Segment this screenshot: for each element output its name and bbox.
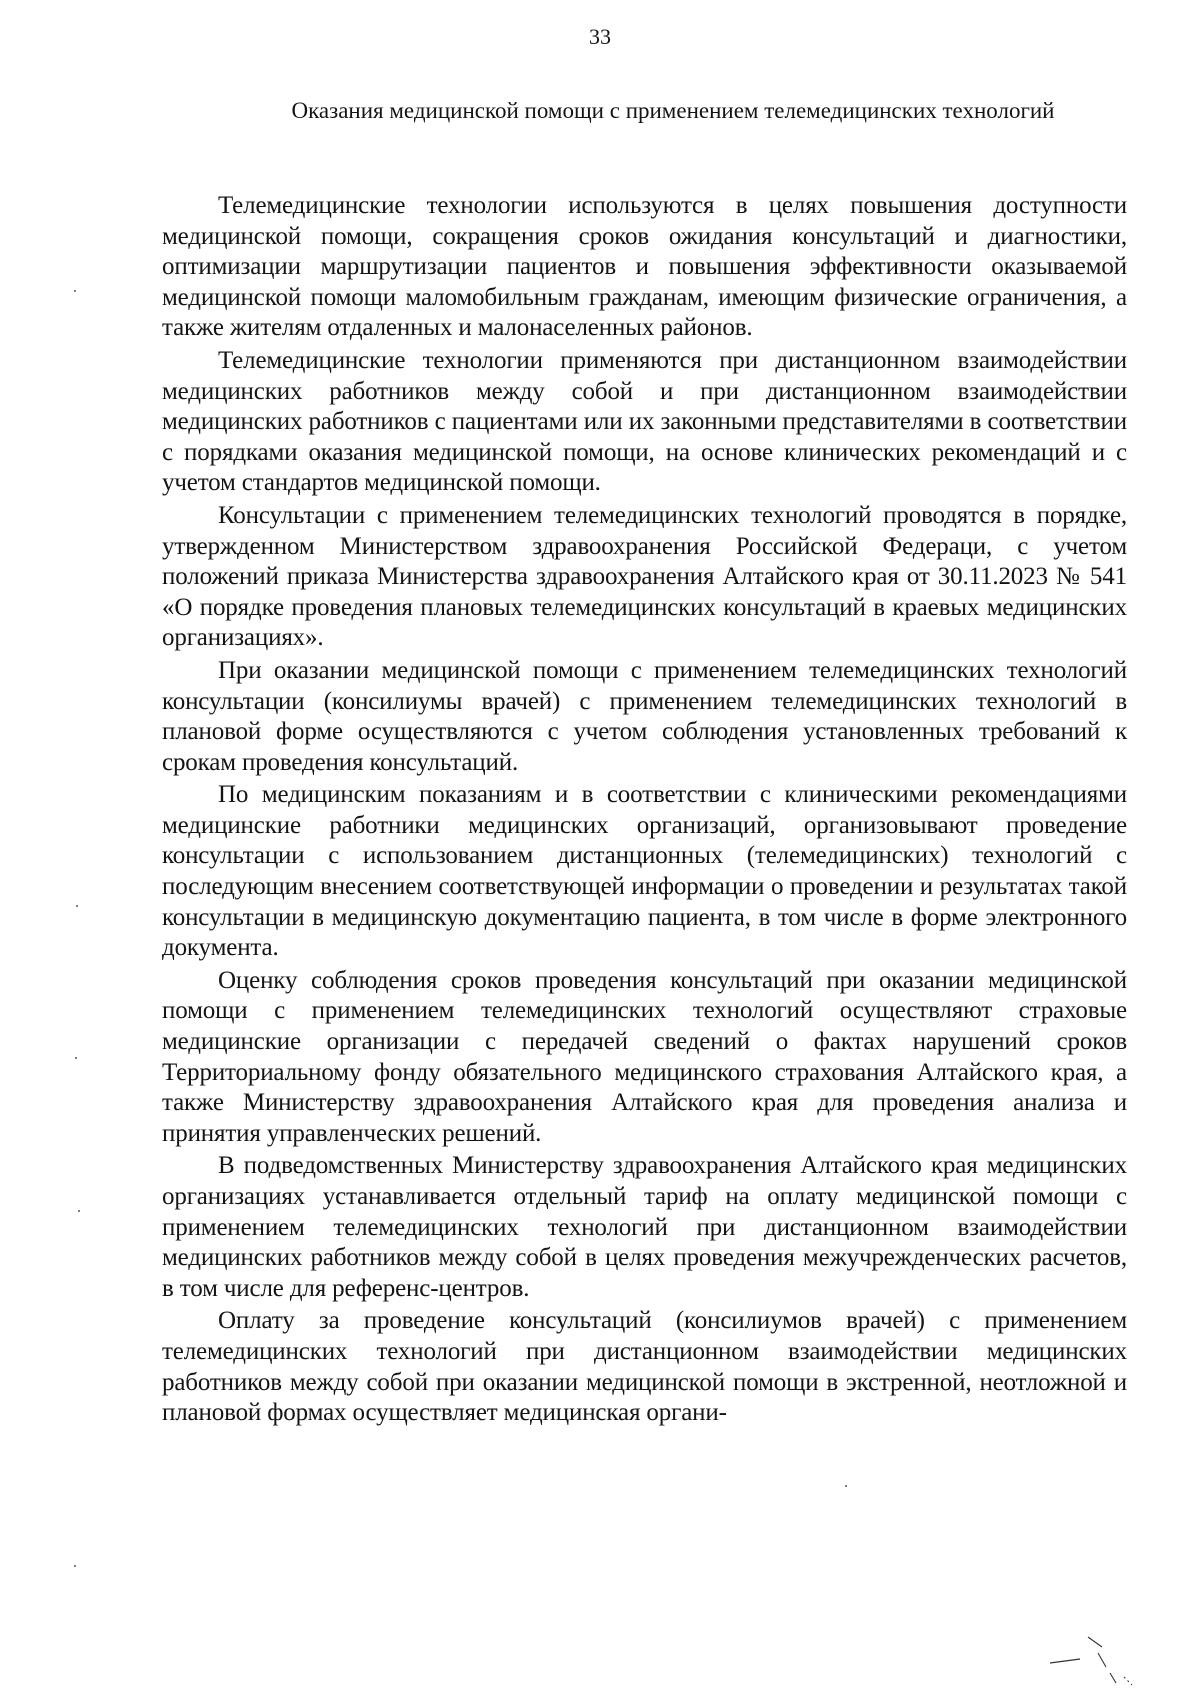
scan-speck (75, 1057, 77, 1059)
paragraph-5: По медицинским показаниям и в соответствии с клиническими рекомендациями медицинские работники медицинских организаций, организовывают проведение консультации с использованием дистанционных (телемедицинских) технологий с последующим внесением соответствующей информации о проведении и результатах такой консультации в медицинскую документацию пациента, в том числе в форме электронного документа. (162, 781, 1127, 962)
scan-speck (74, 290, 76, 292)
paragraph-1: Телемедицинские технологии используются в целях повышения доступности медицинской помощи, сокращения сроков ожидания консультаций и диагностики, оптимизации маршрутизации пациентов и повышения эффективности оказываемой медицинской помощи маломобильным гражданам, имеющим физические ограничения, а также жителям отдаленных и малонаселенных районов. (162, 192, 1127, 342)
page-number: 33 (589, 24, 611, 49)
paragraph-3: Консультации с применением телемедицинских технологий проводятся в порядке, утвержденном Министерством здравоохранения Российской Федераци, с учетом положений приказа Министерства здравоохранения Алтайского края от 30.11.2023 № 541 «О порядке проведения плановых телемедицинских консультаций в краевых медицинских организациях». (162, 501, 1127, 652)
document-body (162, 191, 1127, 1429)
paragraph-6: Оценку соблюдения сроков проведения консультаций при оказании медицинской помощи с применением телемедицинских технологий осуществляют страховые медицинские организации с передачей сведений о фактах нарушений сроков Территориальному фонду обязательного медицинского страхования Алтайского края, а также Министерству здравоохранения Алтайского края для проведения анализа и принятия управленческих решений. (162, 966, 1127, 1147)
paragraph-7: В подведомственных Министерству здравоохранения Алтайского края медицинских организациях устанавливается отдельный тариф на оплату медицинской помощи с применением телемедицинских технологий при дистанционном взаимодействии медицинских работников между собой в целях проведения межучрежденческих расчетов, в том числе для референс-центров. (162, 1152, 1127, 1302)
scan-speck (74, 1565, 76, 1567)
paragraph-2: Телемедицинские технологии применяются при дистанционном взаимодействии медицинских работников между собой и при дистанционном взаимодействии медицинских работников с пациентами или их законными представителями в соответствии с порядками оказания медицинской помощи, на основе клинических рекомендаций и с учетом стандартов медицинской помощи. (162, 346, 1127, 497)
handwritten-mark-icon (1040, 1625, 1160, 1695)
scan-speck (845, 1485, 847, 1487)
scan-speck (78, 1210, 80, 1212)
paragraph-4: При оказании медицинской помощи с применением телемедицинских технологий консультации (консилиумы врачей) с применением телемедицинских технологий в плановой форме осуществляются с учетом соблюдения установленных требований к срокам проведения консультаций. (162, 656, 1127, 776)
document-title: Оказания медицинской помощи с применением телемедицинских технологий (291, 98, 1055, 123)
paragraph-8: Оплату за проведение консультаций (консилиумов врачей) с применением телемедицинских технологий при дистанционном взаимодействии медицинских работников между собой при оказании медицинской помощи в экстренной, неотложной и плановой формах осуществляет медицинская органи- (162, 1307, 1127, 1427)
scan-speck (76, 905, 78, 907)
